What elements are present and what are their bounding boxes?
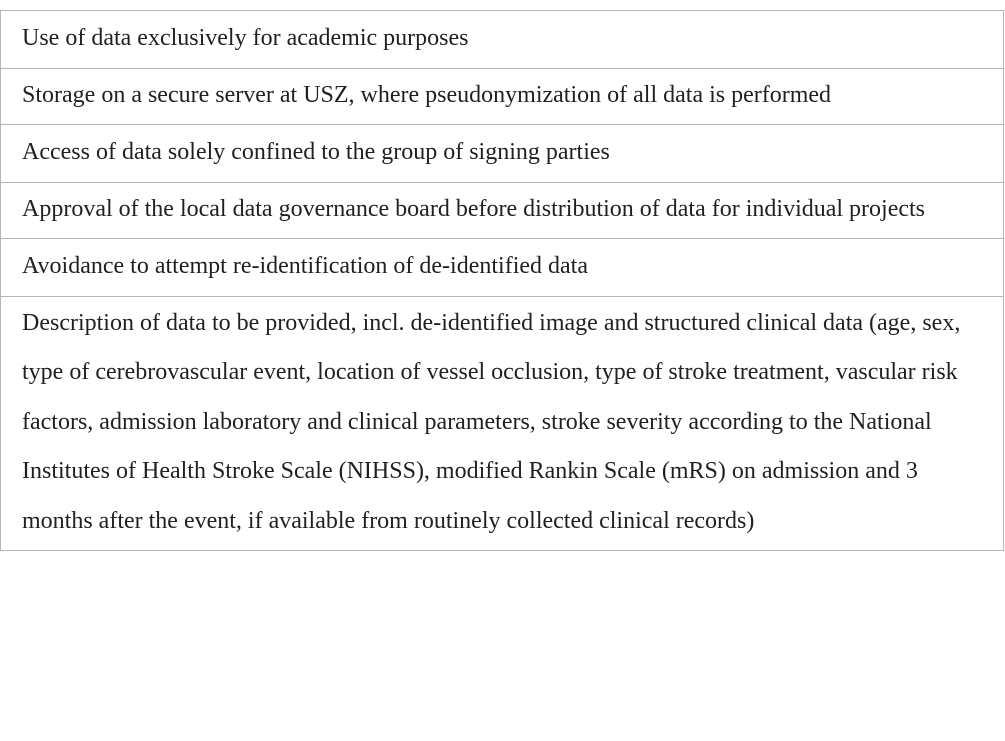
table-row — [1, 11, 1004, 69]
table-body — [1, 11, 1004, 551]
table-row — [1, 182, 1004, 239]
table-row — [1, 296, 1004, 551]
table-cell: Storage on a secure server at USZ, where pseudonymization of all data is performed — [1, 68, 1004, 125]
table-cell: Avoidance to attempt re-identification of de-identified data — [1, 239, 1004, 297]
table-cell: Use of data exclusively for academic purposes — [1, 11, 1004, 69]
table-row — [1, 68, 1004, 125]
table-row — [1, 239, 1004, 297]
table-row — [1, 125, 1004, 183]
table-cell: Approval of the local data governance board before distribution of data for individual projects — [1, 182, 1004, 239]
table-cell: Access of data solely confined to the group of signing parties — [1, 125, 1004, 183]
table-cell: Description of data to be provided, incl. de-identified image and structured clinical data (age, sex, type of cerebrovascular event, location of vessel occlusion, type of stroke treatment, vascular risk factors, admission laboratory and clinical parameters, stroke severity according to the National Institutes of Health Stroke Scale (NIHSS), modified Rankin Scale (mRS) on admission and 3 months after the event, if available from routinely collected clinical records) — [1, 296, 1004, 551]
data-use-conditions-table — [0, 10, 1004, 551]
